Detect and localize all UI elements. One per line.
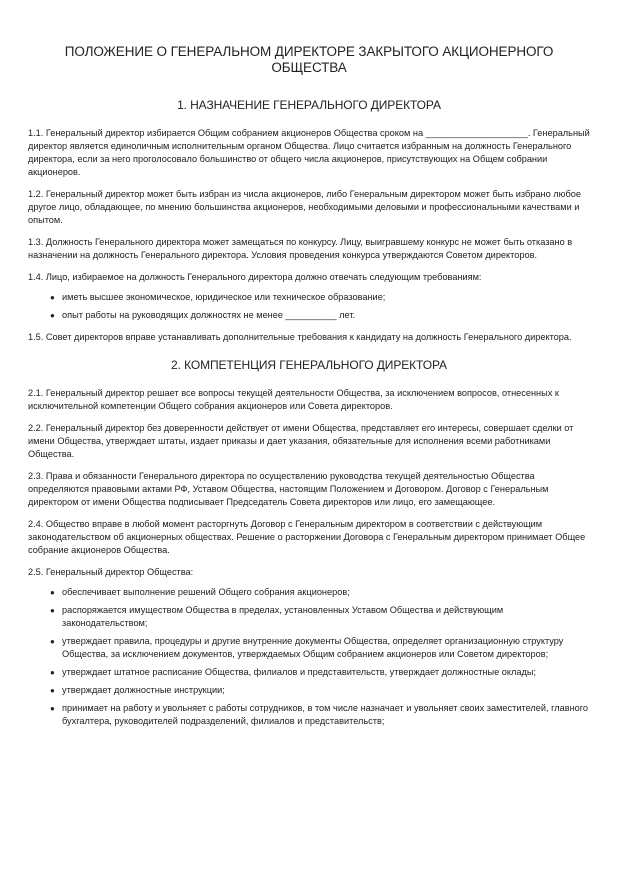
bullet-icon: ● <box>50 668 55 677</box>
paragraph-1-2: 1.2. Генеральный директор может быть избран из числа акционеров, либо Генеральным директором может быть избрано любое другое лицо, обладающее, по мнению большинства акционеров, необходимыми деловыми и профессиональными качествами и опытом. <box>28 189 581 225</box>
section-competence <box>28 358 590 728</box>
bullet-icon: ● <box>50 686 55 695</box>
list-item-text: иметь высшее экономическое, юридическое или техническое образование; <box>62 292 386 302</box>
list-item-text: утверждает правила, процедуры и другие внутренние документы Общества, определяет организационную структуру Общества, за исключением документов, утверждаемых Общим собранием акционеров или Советом директоров; <box>62 636 564 659</box>
list-item <box>50 666 590 679</box>
paragraph-2-3: 2.3. Права и обязанности Генерального директора по осуществлению руководства текущей деятельностью Общества определяются правовыми актами РФ, Уставом Общества, настоящим Положением и Договором. Договор с Генеральным директором от имени Общества подписывает Председатель Совета директоров или лицо, его замещающее. <box>28 471 549 507</box>
duties-list <box>28 586 590 728</box>
list-item <box>50 586 590 599</box>
list-item <box>50 309 590 322</box>
list-item <box>50 604 590 630</box>
list-item <box>50 684 590 697</box>
list-item-text: опыт работы на руководящих должностях не менее __________ лет. <box>62 310 356 320</box>
paragraph-2-5: 2.5. Генеральный директор Общества: <box>28 567 194 577</box>
document-title: ПОЛОЖЕНИЕ О ГЕНЕРАЛЬНОМ ДИРЕКТОРЕ ЗАКРЫТОГО АКЦИОНЕРНОГО ОБЩЕСТВА <box>64 44 554 75</box>
list-item <box>50 635 590 661</box>
list-item-text: обеспечивает выполнение решений Общего собрания акционеров; <box>62 587 350 597</box>
paragraph-1-1: 1.1. Генеральный директор избирается Общим собранием акционеров Общества сроком на ____________________. Генеральный директор является единоличным исполнительным органом Общества. Лицо считается избранным на должность Генерального директора, если за него проголосовало большинство от общего числа акционеров, присутствующих на Общем собрании акционеров. <box>28 128 590 177</box>
list-item-text: распоряжается имуществом Общества в пределах, установленных Уставом Общества и действующим законодательством; <box>62 605 504 628</box>
bullet-icon: ● <box>50 704 55 713</box>
list-item-text: принимает на работу и увольняет с работы сотрудников, в том числе назначает и увольняет своих заместителей, главного бухгалтера, руководителей подразделений, филиалов и представительств; <box>62 703 589 726</box>
list-item-text: утверждает должностные инструкции; <box>62 685 225 695</box>
section-heading: 2. КОМПЕТЕНЦИЯ ГЕНЕРАЛЬНОГО ДИРЕКТОРА <box>171 358 447 372</box>
bullet-icon: ● <box>50 637 55 646</box>
list-item <box>50 291 590 304</box>
list-item-text: утверждает штатное расписание Общества, филиалов и представительств, утверждает должностные оклады; <box>62 667 536 677</box>
requirements-list <box>28 291 590 322</box>
paragraph-1-3: 1.3. Должность Генерального директора может замещаться по конкурсу. Лицу, выигравшему конкурс не может быть отказано в назначении на должность Генерального директора. Условия проведения конкурса утверждаются Советом директоров. <box>28 237 573 260</box>
paragraph-2-2: 2.2. Генеральный директор без доверенности действует от имени Общества, представляет его интересы, совершает сделки от имени Общества, утверждает штаты, издает приказы и дает указания, обязательные для исполнения всеми работниками Общества. <box>28 423 574 459</box>
bullet-icon: ● <box>50 293 55 302</box>
bullet-icon: ● <box>50 311 55 320</box>
list-item <box>50 702 590 728</box>
paragraph-1-5: 1.5. Совет директоров вправе устанавливать дополнительные требования к кандидату на должность Генерального директора. <box>28 332 572 342</box>
bullet-icon: ● <box>50 606 55 615</box>
paragraph-2-4: 2.4. Общество вправе в любой момент расторгнуть Договор с Генеральным директором в соответствии с действующим законодательством об акционерных обществах. Решение о расторжении Договора с Генеральным директором принимает Общее собрание акционеров Общества. <box>28 519 586 555</box>
section-appointment <box>28 98 590 344</box>
section-heading: 1. НАЗНАЧЕНИЕ ГЕНЕРАЛЬНОГО ДИРЕКТОРА <box>177 98 441 112</box>
paragraph-1-4: 1.4. Лицо, избираемое на должность Генерального директора должно отвечать следующим требованиям: <box>28 272 482 282</box>
bullet-icon: ● <box>50 588 55 597</box>
paragraph-2-1: 2.1. Генеральный директор решает все вопросы текущей деятельности Общества, за исключением вопросов, отнесенных к исключительной компетенции Общего собрания акционеров или Совета директоров. <box>28 388 559 411</box>
